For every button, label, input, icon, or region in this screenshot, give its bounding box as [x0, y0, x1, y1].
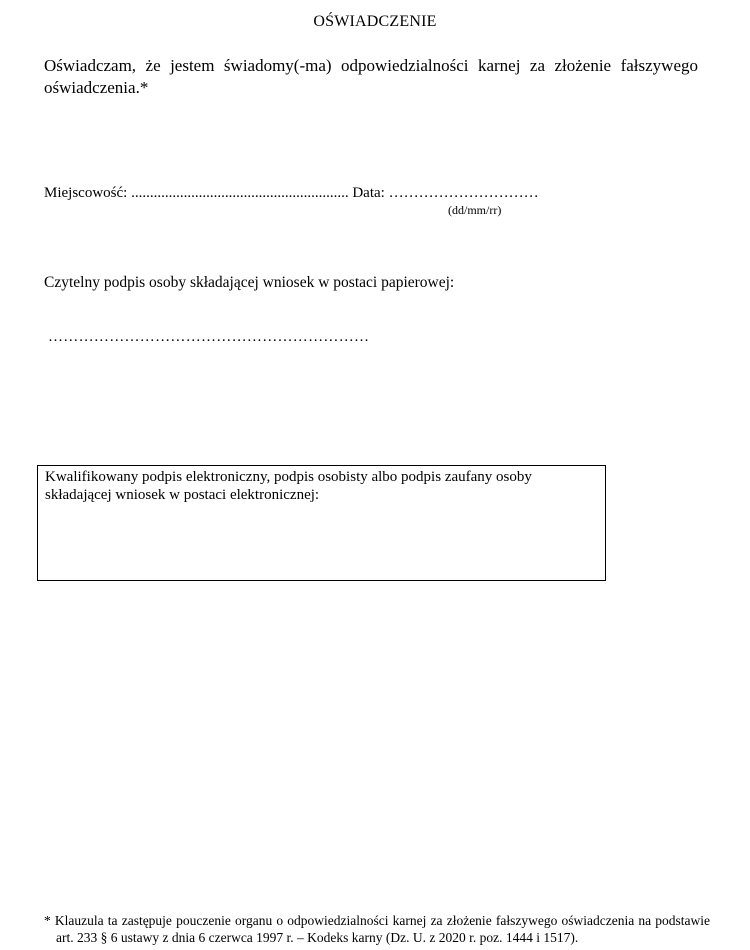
footnote: * Klauzula ta zastępuje pouczenie organu o odpowiedzialności karnej za złożenie fałszywego oświadczenia na podstawie art. 233 § 6 ustawy z dnia 6 czerwca 1997 r. – Kodeks karny (Dz. U. z 2020 r. poz. 1444 i 1517). [44, 913, 710, 945]
electronic-signature-box [37, 465, 606, 581]
place-field: .......................................................... [131, 185, 349, 201]
date-format-hint: (dd/mm/rr) [448, 203, 502, 217]
declaration-text: Oświadczam, że jestem świadomy(-ma) odpowiedzialności karnej za złożenie fałszywego oświadczenia.* [44, 56, 698, 97]
place-date-line [44, 185, 539, 202]
date-label: Data: [352, 185, 385, 201]
place-label: Miejscowość: [44, 185, 128, 201]
date-field: ………………………… [388, 185, 539, 201]
signature-label: Czytelny podpis osoby składającej wniosek w postaci papierowej: [44, 274, 455, 291]
signature-field: ……………………………………………………… [48, 329, 370, 345]
document-title: OŚWIADCZENIE [313, 13, 437, 30]
electronic-signature-label: Kwalifikowany podpis elektroniczny, podpis osobisty albo podpis zaufany osoby składającej wniosek w postaci elektronicznej: [45, 469, 532, 503]
